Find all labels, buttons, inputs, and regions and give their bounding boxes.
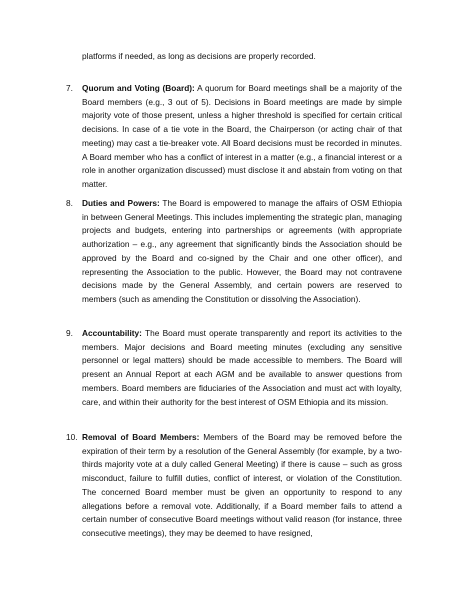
- item-text: A quorum for Board meetings shall be a majority of the Board members (e.g., 3 out of 5). Decisions in Board meetings are made by simple majority vote of those present, unless a higher threshold is specified for certain critical decisions. In case of a tie vote in the Board, the Chairperson (or acting chair of that meeting) may cast a tie-breaker vote. All Board decisions must be recorded in minutes. A Board member who has a conflict of interest in a matter (e.g., a financial interest or a role in another organization discussed) must disclose it and abstain from voting on that matter.: [82, 83, 402, 189]
- item-text: Members of the Board may be removed before the expiration of their term by a resolution of the General Assembly (for example, by a two-thirds majority vote at a duly called General Meeting) if there is cause – such as gross misconduct, failure to fulfill duties, conflict of interest, or violation of the Constitution. The concerned Board member must be given an opportunity to respond to any allegations before a removal vote. Additionally, if a Board member fails to attend a certain number of consecutive Board meetings without valid reason (for instance, three consecutive meetings), they may be deemed to have resigned,: [82, 432, 402, 538]
- list-item-duties-and-powers: [66, 197, 402, 307]
- list-item-accountability: [66, 327, 402, 409]
- continuation-paragraph: platforms if needed, as long as decisions are properly recorded.: [82, 51, 316, 61]
- list-item-quorum-and-voting: [66, 82, 402, 192]
- item-number: 10.: [66, 432, 78, 442]
- list-item-removal-of-board-members: [66, 431, 402, 541]
- item-text: The Board must operate transparently and report its activities to the members. Major decisions and Board meeting minutes (excluding any sensitive personnel or legal matters) should be made accessible to members. The Board will present an Annual Report at each AGM and be available to answer questions from members. Board members are fiduciaries of the Association and must act with loyalty, care, and within their authority for the best interest of OSM Ethiopia and its mission.: [82, 328, 403, 407]
- item-number: 7.: [66, 83, 73, 93]
- item-title: Accountability:: [82, 328, 142, 338]
- item-paragraph: [82, 431, 402, 541]
- item-text: The Board is empowered to manage the affairs of OSM Ethiopia in between General Meetings. This includes implementing the strategic plan, managing projects and budgets, entering into partnerships or agreements (with appropriate authorization – e.g., any agreement that significantly binds the Association should be approved by the Board and co-signed by the Chair and one other officer), and representing the Association to the public. However, the Board may not contravene decisions made by the General Assembly, and certain powers are reserved to members (such as amending the Constitution or dissolving the Association).: [82, 198, 403, 304]
- item-number: 8.: [66, 198, 73, 208]
- item-title: Quorum and Voting (Board):: [82, 83, 195, 93]
- item-paragraph: [82, 197, 402, 307]
- item-paragraph: [82, 82, 402, 192]
- item-title: Removal of Board Members:: [82, 432, 200, 442]
- item-number: 9.: [66, 328, 73, 338]
- item-paragraph: [82, 327, 402, 409]
- item-title: Duties and Powers:: [82, 198, 160, 208]
